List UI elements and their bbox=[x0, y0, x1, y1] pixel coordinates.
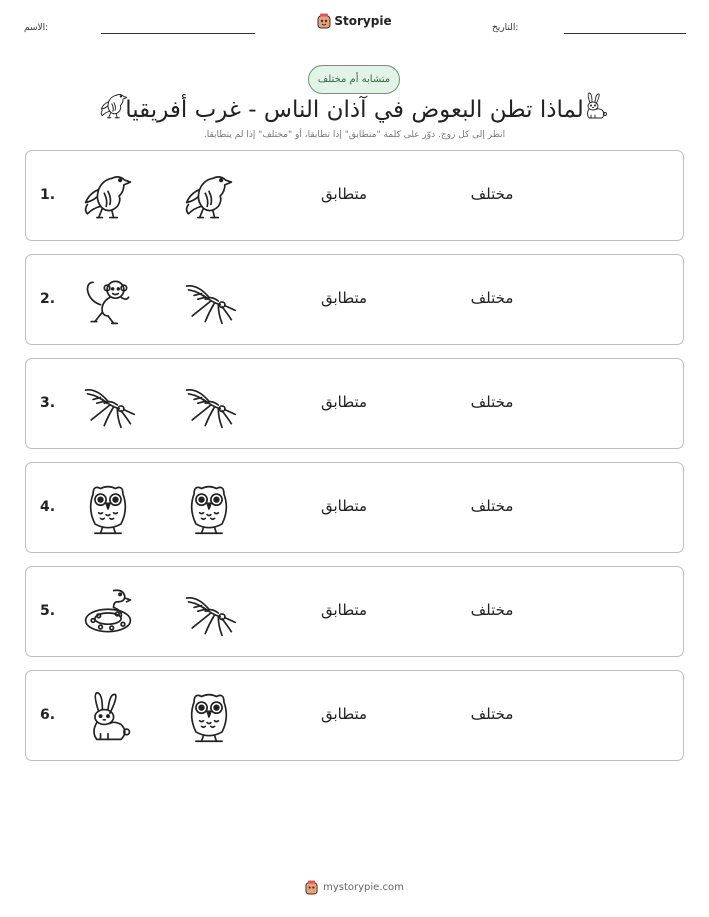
storypie-logo-icon bbox=[317, 13, 331, 29]
date-line[interactable] bbox=[564, 33, 686, 34]
different-choice[interactable]: مختلف bbox=[470, 185, 514, 203]
crow-icon bbox=[181, 169, 237, 225]
different-choice[interactable]: مختلف bbox=[470, 497, 514, 515]
question-number: 3. bbox=[40, 395, 56, 411]
owl-icon bbox=[181, 689, 237, 745]
page-title: لماذا تطن البعوض في آذان الناس - غرب أفريقيا bbox=[125, 97, 584, 123]
question-number: 2. bbox=[40, 291, 56, 307]
rabbit-icon bbox=[80, 689, 136, 745]
question-number: 5. bbox=[40, 603, 56, 619]
instructions: انظر إلى كل زوج. دوّر على كلمة "متطابق" إذا تطابقا، أو "مختلف" إذا لم يتطابقا. bbox=[203, 130, 506, 140]
monkey-icon bbox=[80, 273, 136, 329]
question-number: 1. bbox=[40, 187, 56, 203]
brand-name: Storypie bbox=[334, 14, 392, 28]
question-row bbox=[25, 670, 684, 761]
footer bbox=[0, 880, 709, 895]
question-number: 4. bbox=[40, 499, 56, 515]
question-row bbox=[25, 566, 684, 657]
crow-icon bbox=[98, 90, 130, 126]
question-row bbox=[25, 462, 684, 553]
same-choice[interactable]: متطابق bbox=[320, 705, 368, 723]
question-row bbox=[25, 150, 684, 241]
question-row bbox=[25, 254, 684, 345]
different-choice[interactable]: مختلف bbox=[470, 393, 514, 411]
owl-icon bbox=[80, 481, 136, 537]
crow-icon bbox=[80, 169, 136, 225]
name-line[interactable] bbox=[101, 33, 255, 34]
same-choice[interactable]: متطابق bbox=[320, 185, 368, 203]
date-label: التاريخ: bbox=[492, 23, 519, 33]
owl-icon bbox=[181, 481, 237, 537]
question-number: 6. bbox=[40, 707, 56, 723]
mosquito-icon bbox=[181, 377, 237, 433]
mosquito-icon bbox=[181, 273, 237, 329]
same-choice[interactable]: متطابق bbox=[320, 393, 368, 411]
storypie-logo-icon bbox=[305, 880, 318, 895]
activity-badge: متشابه أم مختلف bbox=[308, 65, 400, 94]
different-choice[interactable]: مختلف bbox=[470, 601, 514, 619]
brand-logo bbox=[0, 13, 709, 29]
mosquito-icon bbox=[181, 585, 237, 641]
mosquito-icon bbox=[80, 377, 136, 433]
question-row bbox=[25, 358, 684, 449]
different-choice[interactable]: مختلف bbox=[470, 705, 514, 723]
footer-url: mystorypie.com bbox=[323, 882, 404, 893]
same-choice[interactable]: متطابق bbox=[320, 497, 368, 515]
different-choice[interactable]: مختلف bbox=[470, 289, 514, 307]
name-label: الاسم: bbox=[24, 23, 49, 33]
snake-icon bbox=[80, 585, 136, 641]
same-choice[interactable]: متطابق bbox=[320, 289, 368, 307]
same-choice[interactable]: متطابق bbox=[320, 601, 368, 619]
